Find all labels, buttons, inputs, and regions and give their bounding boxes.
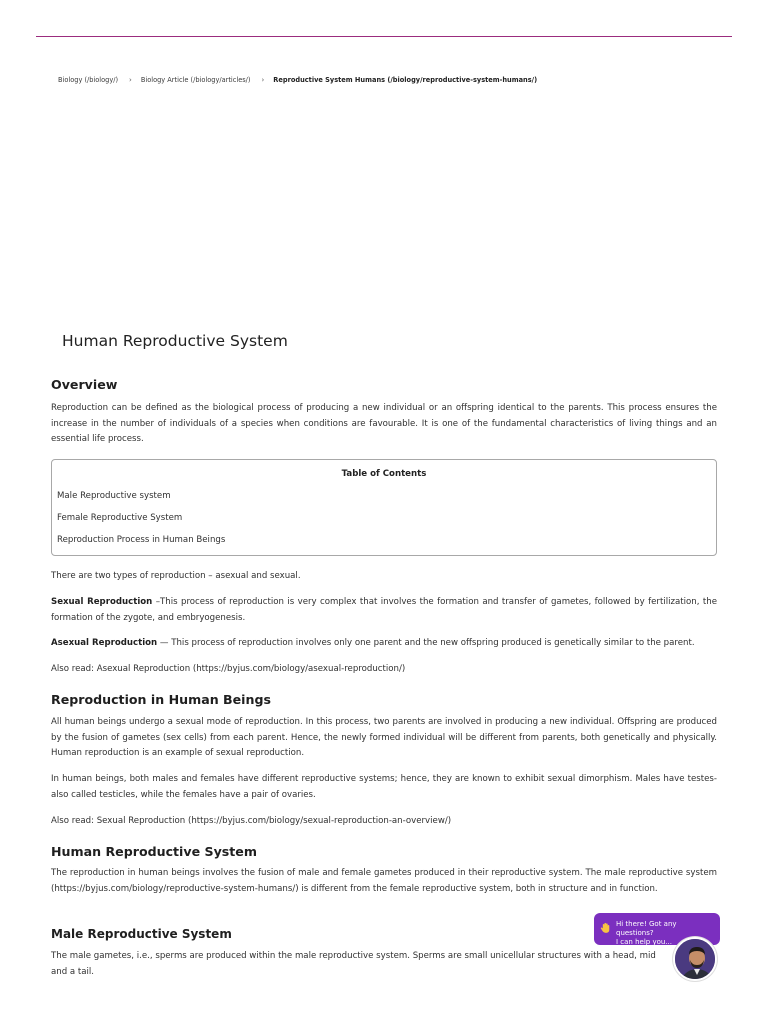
chevron-right-icon: › bbox=[129, 76, 132, 84]
breadcrumb-current[interactable]: Reproductive System Humans (/biology/reproductive-system-humans/) bbox=[273, 76, 538, 84]
toc-item-female[interactable]: Female Reproductive System bbox=[57, 513, 183, 523]
system-heading: Human Reproductive System bbox=[51, 844, 257, 859]
page-title: Human Reproductive System bbox=[62, 332, 288, 350]
human-beings-paragraph-2: In human beings, both males and females have different reproductive systems; hence, they are known to exhibit sexual dimorphism. Males have testes- also called testicles, while the females have a pair of ovaries. bbox=[51, 774, 717, 800]
overview-heading: Overview bbox=[51, 377, 118, 392]
asexual-reproduction-term: Asexual Reproduction bbox=[51, 638, 158, 648]
male-system-line-2: and a tail. bbox=[51, 966, 95, 977]
sexual-reproduction-term: Sexual Reproduction bbox=[51, 597, 153, 607]
human-beings-heading: Reproduction in Human Beings bbox=[51, 692, 271, 707]
types-intro: There are two types of reproduction – asexual and sexual. bbox=[51, 571, 301, 581]
male-system-line-1: The male gametes, i.e., sperms are produced within the male reproductive system. Sperms are small unicellular structures with a head, mid bbox=[51, 951, 656, 961]
sexual-reproduction-text: –This process of reproduction is very complex that involves the formation and transfer of gametes, followed by fertilization, the formation of the zygote, and embryogenesis. bbox=[51, 597, 717, 623]
overview-paragraph: Reproduction can be defined as the biological process of producing a new individual or an offspring identical to the parents. This process ensures the increase in the number of individuals of a species when conditions are favourable. It is one of the fundamental characteristics of living things and an essential life process. bbox=[51, 403, 717, 445]
male-system-heading: Male Reproductive System bbox=[51, 927, 232, 941]
asexual-reproduction-text: — This process of reproduction involves only one parent and the new offspring produced is genetically similar to the parent. bbox=[157, 638, 695, 648]
table-of-contents bbox=[51, 459, 717, 556]
toc-item-male[interactable]: Male Reproductive system bbox=[57, 491, 171, 501]
human-beings-paragraph-1: All human beings undergo a sexual mode of reproduction. In this process, two parents are involved in producing a new individual. Offspring are produced by the fusion of gametes (sex cells) from each parent. Hence, the newly formed individual will be different from parents, both genetically and physically. Human reproduction is an example of sexual reproduction. bbox=[51, 717, 717, 759]
toc-item-process[interactable]: Reproduction Process in Human Beings bbox=[57, 535, 226, 545]
waving-hand-icon bbox=[599, 921, 612, 935]
also-read-asexual-link[interactable]: Also read: Asexual Reproduction (https://byjus.com/biology/asexual-reproduction/) bbox=[51, 664, 406, 674]
header-divider bbox=[36, 36, 732, 37]
sexual-reproduction-paragraph bbox=[51, 595, 717, 626]
toc-title: Table of Contents bbox=[341, 469, 427, 479]
asexual-reproduction-paragraph bbox=[51, 636, 717, 652]
chat-prompt-line-2: I can help you... bbox=[616, 938, 672, 946]
system-paragraph: The reproduction in human beings involves the fusion of male and female gametes produced in their reproductive system. The male reproductive system (https://byjus.com/biology/reproductive-system-humans/) is different from the female reproductive system, both in structure and in function. bbox=[51, 868, 717, 894]
male-system-paragraph bbox=[51, 949, 717, 980]
breadcrumb-link-articles[interactable]: Biology Article (/biology/articles/) bbox=[140, 76, 251, 84]
breadcrumb-link-biology[interactable]: Biology (/biology/) bbox=[58, 76, 119, 84]
chat-assistant-avatar[interactable] bbox=[673, 937, 717, 981]
chevron-right-icon: › bbox=[261, 76, 265, 84]
chat-prompt-line-1: Hi there! Got any questions? bbox=[616, 920, 677, 937]
breadcrumb bbox=[58, 76, 537, 84]
also-read-sexual-link[interactable]: Also read: Sexual Reproduction (https://byjus.com/biology/sexual-reproduction-an-overview/) bbox=[51, 816, 452, 826]
